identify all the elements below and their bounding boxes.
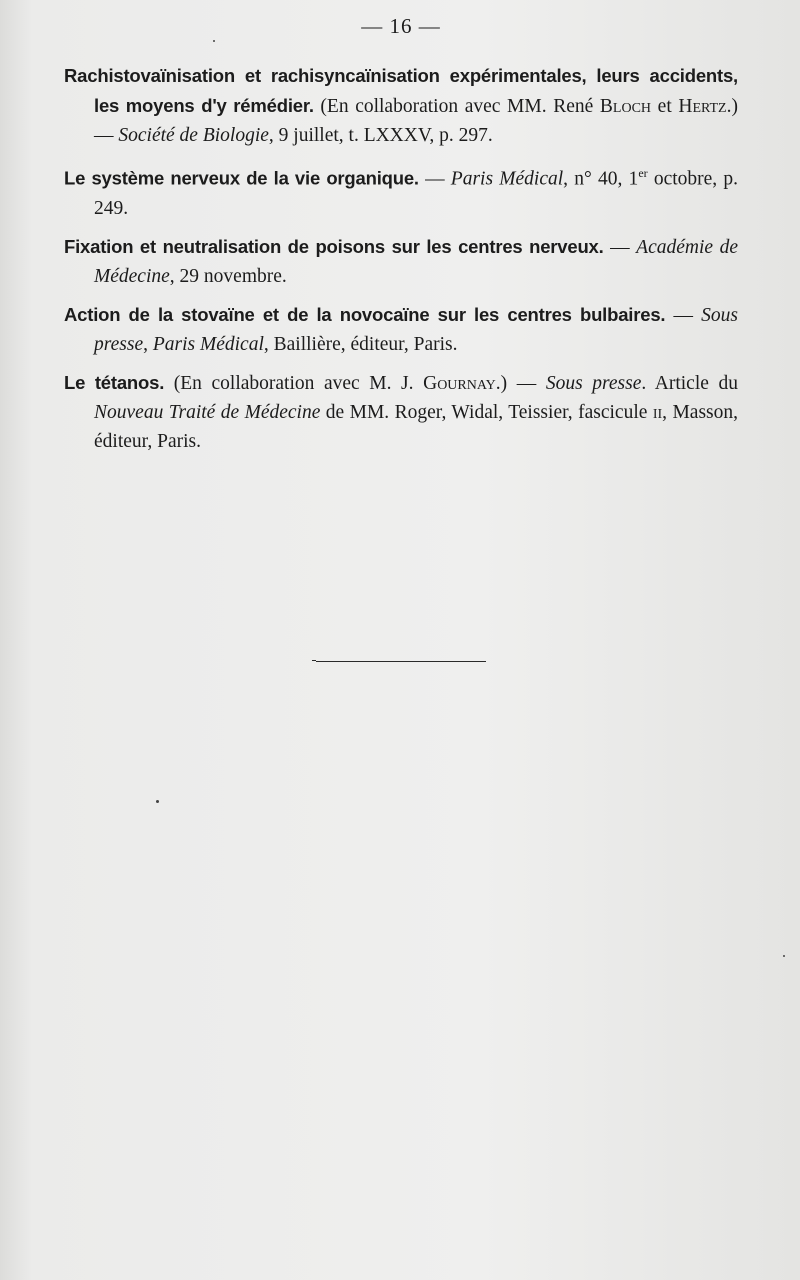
work-title: Nouveau Traité de Médecine <box>94 401 321 423</box>
paper-speck <box>783 955 785 957</box>
separator: — <box>603 236 637 258</box>
superscript: er <box>638 166 648 180</box>
section-divider <box>316 661 486 662</box>
publication-details: , Masson, éditeur, Paris. <box>94 401 738 452</box>
publication-status: Sous presse <box>545 372 642 394</box>
page-number: — 16 — <box>361 14 441 38</box>
publication-details: de MM. Roger, Widal, Teissier, fascicule <box>320 401 653 423</box>
journal-name: Paris Médical <box>450 168 564 190</box>
separator: — <box>665 304 702 326</box>
entry-title: Le tétanos. <box>64 371 165 393</box>
fascicule-number: ii <box>652 401 663 423</box>
journal-name: Paris Médical <box>152 333 264 355</box>
publication-details: . Article du <box>641 372 738 394</box>
separator: , <box>143 333 153 355</box>
entry-title: Fixation et neutralisation de poisons sur les centres nerveux. <box>64 235 604 257</box>
publication-details: , 29 novembre. <box>169 265 287 287</box>
publication-details: octobre, p. 249. <box>94 168 739 219</box>
bibliography-entry-3 <box>64 232 738 291</box>
journal-name: Société de Biologie <box>118 125 269 146</box>
collaboration-text: (En collaboration avec M. J. <box>164 372 424 394</box>
publication-details: , n° 40, 1 <box>563 168 639 190</box>
collaboration-text: .) — <box>495 372 546 394</box>
author-name: Bloch <box>599 96 652 117</box>
separator: — <box>418 168 451 190</box>
author-name: Gournay <box>423 372 496 394</box>
entry-title: Action de la stovaïne et de la novocaïne sur les centres bulbaires. <box>64 303 666 325</box>
bibliography-entry-2 <box>64 159 738 223</box>
publication-details: , 9 juillet, t. LXXXV, p. 297. <box>268 125 493 146</box>
entry-title: Rachistovaïnisation et rachisyncaïnisation expérimentales, leurs accidents, les moyens d'y rémédier. <box>64 65 738 116</box>
publication-status: Sous presse <box>94 304 738 355</box>
collaboration-text: (En collaboration avec MM. René <box>313 96 600 117</box>
collaboration-text: .) — <box>94 96 738 146</box>
author-name: Hertz <box>678 96 727 117</box>
bibliography-entry-4 <box>64 300 738 359</box>
bibliography-entry-1 <box>64 61 738 150</box>
journal-name: Académie de Médecine <box>94 236 738 287</box>
paper-speck <box>156 800 159 803</box>
entry-title: Le système nerveux de la vie organique. <box>64 167 419 189</box>
collaboration-text: et <box>651 96 679 117</box>
publication-details: , Baillière, éditeur, Paris. <box>263 333 458 355</box>
bibliography-entry-5 <box>64 368 738 456</box>
paper-speck <box>213 40 215 42</box>
